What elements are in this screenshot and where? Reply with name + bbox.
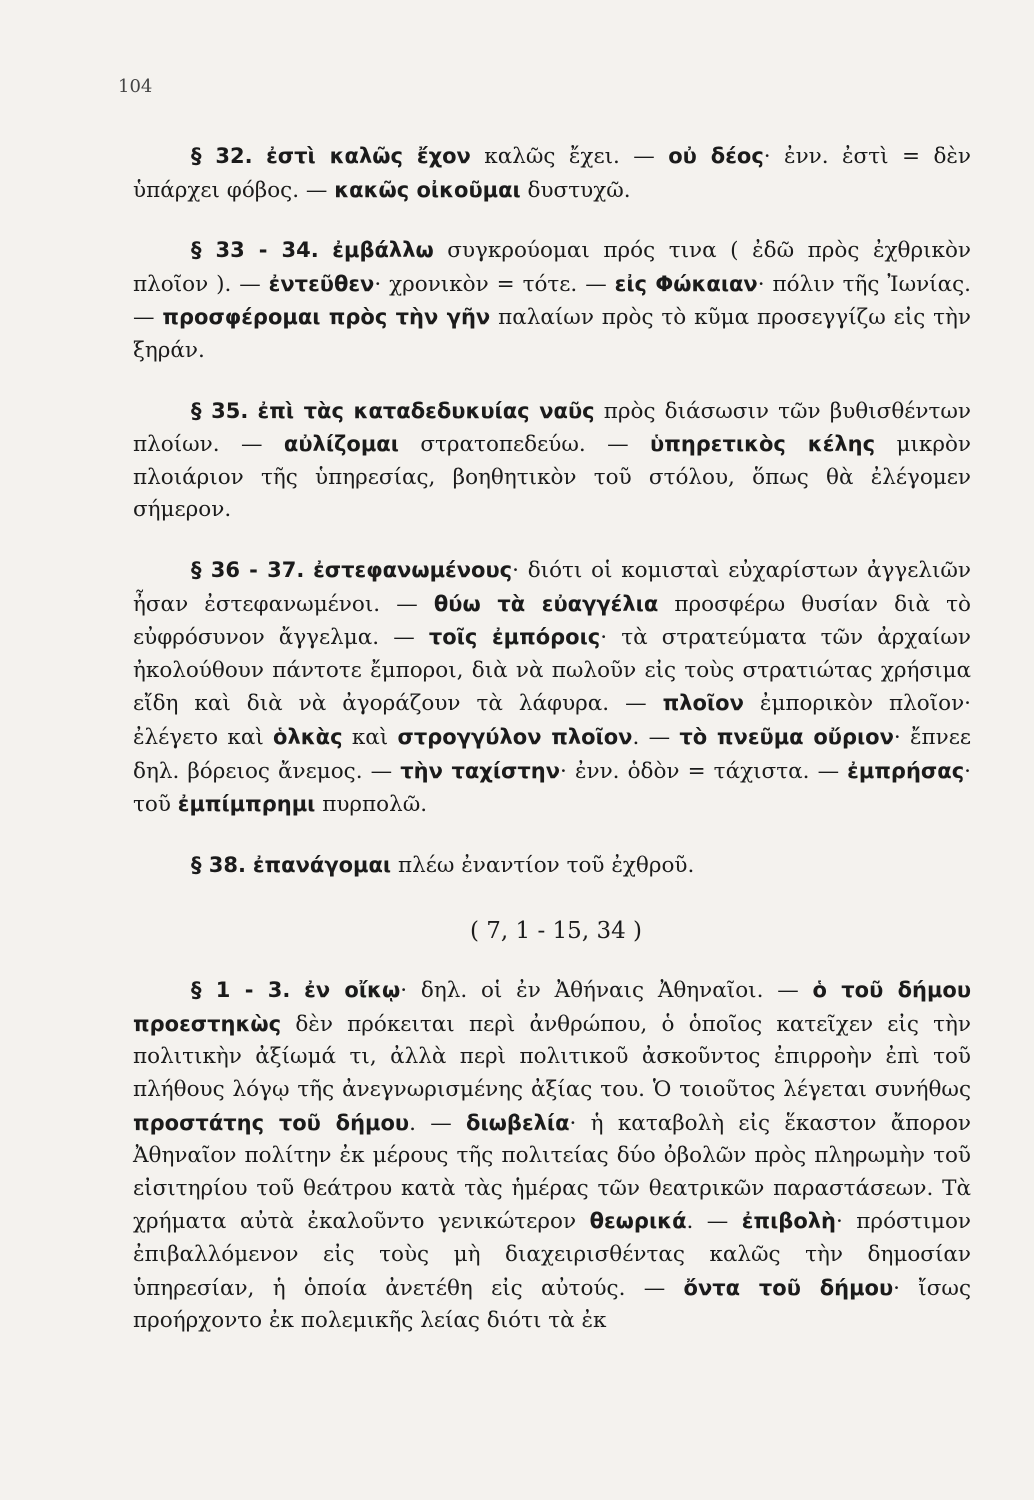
gloss-text: δυστυχῶ.: [520, 177, 631, 203]
glossed-term: ἐν οἴκῳ: [304, 978, 401, 1003]
section-reference: § 36 - 37.: [191, 557, 305, 582]
paragraph-section-35: [133, 395, 971, 527]
gloss-text: · διότι οἱ κομισταὶ εὐχαρίστων ἀγγελιῶν ἦσαν ἐστεφανωμένοι. —: [133, 557, 972, 617]
glossed-term: τὴν ταχίστην: [400, 758, 561, 783]
gloss-text: παλαίων πρὸς τὸ κῦμα προσεγγίζω εἰς τὴν ξηράν.: [133, 305, 972, 363]
glossed-term: στρογγύλον πλοῖον: [397, 724, 633, 749]
gloss-text: · ἔπνεε δηλ. βόρειος ἄνεμος. —: [133, 724, 972, 784]
gloss-text: στρατοπεδεύω. —: [398, 432, 651, 458]
gloss-text: πυρπολῶ.: [315, 792, 428, 818]
gloss-text: · πόλιν τῆς Ἰωνίας. —: [133, 271, 972, 331]
gloss-text: · ἡ καταβολὴ εἰς ἕκαστον ἄπορον Ἀθηναῖον πολίτην ἐκ μέρους τῆς πολιτείας δύο ὀβολῶν πρὸς πληρωμὴν τοῦ εἰσιτηρίου τοῦ θεάτρου κατὰ τὰς ἡμέρας τῶν θεατρικῶν παραστάσεων. Τὰ χρήματα αὐτὰ ἐκαλοῦντο γενικώτερον: [133, 1110, 971, 1235]
glossed-term: ἐπὶ τὰς καταδεδυκυίας ναῦς: [257, 398, 595, 423]
gloss-text: · πρόστιμον ἐπιβαλλόμενον εἰς τοὺς μὴ διαχειρισθέντας καλῶς τὴν δημοσίαν ὑπηρεσίαν, ἡ ὁποία ἀνετέθη εἰς αὐτούς. —: [133, 1209, 971, 1301]
paragraph-section-33-34: [133, 234, 971, 367]
gloss-text: · ἐνν. ὁδὸν = τάχιστα. —: [560, 758, 848, 784]
gloss-text: · ἴσως προήρχοντο ἐκ πολεμικῆς λείας διότι τὰ ἐκ: [133, 1275, 971, 1334]
paragraph-section-36-37: [133, 554, 971, 822]
gloss-text: · ἐνν. ἐστὶ = δὲν ὑπάρχει φόβος. —: [133, 144, 971, 203]
gloss-text: · τοῦ: [133, 758, 971, 818]
section-reference: § 33 - 34.: [191, 238, 319, 263]
gloss-text: ἐμπορικὸν πλοῖον· ἐλέγετο καὶ: [133, 691, 971, 750]
glossed-term: ἐμπρήσας: [847, 758, 965, 783]
glossed-term: αὐλίζομαι: [283, 432, 399, 457]
glossed-term: ἐμβάλλω: [332, 238, 434, 263]
paragraph-section-1-3: [133, 974, 971, 1338]
glossed-term: πλοῖον: [662, 691, 744, 716]
glossed-term: ἐπιβολὴ: [741, 1209, 836, 1234]
section-reference: § 32.: [191, 144, 253, 168]
gloss-text: . —: [409, 1110, 467, 1136]
gloss-text: προσφέρω θυσίαν διὰ τὸ εὐφρόσυνον ἄγγελμα. —: [133, 591, 971, 651]
gloss-text: συγκρούομαι πρός τινα ( ἐδῶ πρὸς ἐχθρικὸν πλοῖον ). —: [133, 238, 972, 297]
gloss-text: μικρὸν πλοιάριον τῆς ὑπηρεσίας, βοηθητικὸν τοῦ στόλου, ὅπως θὰ ἐλέγομεν σήμερον.: [133, 432, 971, 523]
glossed-term: οὐ δέος: [668, 144, 764, 168]
section-reference: § 35.: [191, 398, 249, 423]
paragraph-section-38: [133, 849, 971, 883]
gloss-text: πλέω ἐναντίον τοῦ ἐχθροῦ.: [391, 852, 695, 878]
section-heading: ( 7, 1 - 15, 34 ): [469, 918, 642, 945]
glossed-term: ὁλκὰς: [273, 724, 343, 749]
glossed-term: ἐστὶ καλῶς ἔχον: [266, 144, 471, 168]
glossed-term: ὁ τοῦ δήμου προεστηκὼς: [133, 978, 972, 1036]
glossed-term: προσφέρομαι πρὸς τὴν γῆν: [162, 305, 491, 330]
glossed-term: ἐστεφανωμένους: [313, 557, 513, 582]
glossed-term: θύω τὰ εὐαγγέλια: [433, 591, 659, 616]
gloss-text: πρὸς διάσωσιν τῶν βυθισθέντων πλοίων. —: [133, 398, 971, 458]
glossed-term: προστάτης τοῦ δήμου: [133, 1110, 410, 1135]
body-text: [133, 140, 971, 1338]
glossed-term: θεωρικά: [589, 1209, 687, 1234]
gloss-text: καλῶς ἔχει. —: [470, 144, 669, 169]
glossed-term: τὸ πνεῦμα οὔριον: [679, 724, 894, 749]
glossed-term: τοῖς ἐμπόροις: [428, 625, 601, 650]
glossed-term: ὑπηρετικὸς κέλης: [650, 432, 876, 457]
gloss-text: καὶ: [342, 724, 398, 750]
glossed-term: κακῶς οἰκοῦμαι: [334, 177, 521, 202]
glossed-term: ὄντα τοῦ δήμου: [683, 1275, 894, 1300]
glossed-term: διωβελία: [466, 1110, 570, 1135]
gloss-text: . —: [686, 1209, 742, 1235]
gloss-text: δὲν πρόκειται περὶ ἀνθρώπου, ὁ ὁποῖος κατεῖχεν εἰς τὴν πολιτικὴν ἀξίωμά τι, ἀλλὰ περὶ πολιτικοῦ ἀσκοῦντος ἐπιρροὴν ἐπὶ τοῦ πλήθους λόγῳ τῆς ἀνεγνωρισμένης ἀξίας του. Ὁ τοιοῦτος λέγεται συνήθως: [133, 1011, 971, 1103]
section-reference: § 1 - 3.: [191, 978, 291, 1003]
gloss-text: · τὰ στρατεύματα τῶν ἀρχαίων ἠκολούθουν πάντοτε ἔμποροι, διὰ νὰ πωλοῦν εἰς τοὺς στρατιώτας χρήσιμα εἴδη καὶ διὰ νὰ ἀγοράζουν τὰ λάφυρα. —: [133, 625, 971, 717]
gloss-text: . —: [632, 724, 680, 750]
paragraph-section-32: [133, 140, 971, 207]
glossed-term: ἐντεῦθεν: [268, 271, 375, 296]
glossed-term: ἐπανάγομαι: [252, 852, 392, 877]
glossed-term: εἰς Φώκαιαν: [614, 271, 758, 296]
gloss-text: · δηλ. οἱ ἐν Ἀθήναις Ἀθηναῖοι. —: [400, 978, 813, 1004]
gloss-text: · χρονικὸν = τότε. —: [374, 271, 615, 297]
glossed-term: ἐμπίμπρημι: [177, 792, 316, 817]
section-reference: § 38.: [191, 852, 247, 877]
page-number: 104: [118, 76, 153, 97]
